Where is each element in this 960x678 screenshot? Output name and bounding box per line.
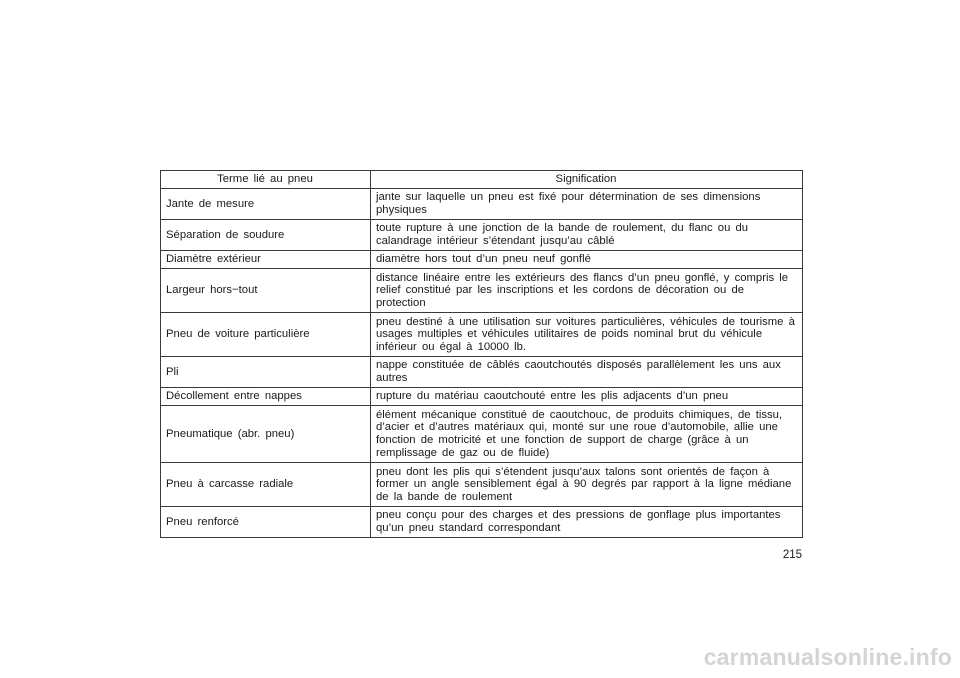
watermark-logo: carmanualsonline.info xyxy=(703,644,952,670)
meaning-cell: distance linéaire entre les extérieurs des flancs d’un pneu gonflé, y compris le relief constitué par les inscriptions et les cordons de décoration ou de protection xyxy=(371,269,803,313)
table-row xyxy=(161,220,803,251)
header-term: Terme lié au pneu xyxy=(161,171,371,189)
term-cell: Pneu à carcasse radiale xyxy=(161,463,371,507)
header-meaning: Signification xyxy=(371,171,803,189)
table-row xyxy=(161,269,803,313)
term-cell: Largeur hors−tout xyxy=(161,269,371,313)
term-cell: Pneu de voiture particulière xyxy=(161,313,371,357)
meaning-cell: pneu dont les plis qui s’étendent jusqu’aux talons sont orientés de façon à former un angle sensiblement égal à 90 degrés par rapport à la ligne médiane de la bande de roulement xyxy=(371,463,803,507)
meaning-cell: pneu destiné à une utilisation sur voitures particulières, véhicules de tourisme à usages multiples et véhicules utilitaires de poids nominal brut du véhicule inférieur ou égal à 10000 lb. xyxy=(371,313,803,357)
term-cell: Diamètre extérieur xyxy=(161,251,371,269)
table-row xyxy=(161,406,803,463)
table-row xyxy=(161,507,803,538)
term-cell: Jante de mesure xyxy=(161,189,371,220)
term-cell: Pli xyxy=(161,357,371,388)
term-cell: Pneumatique (abr. pneu) xyxy=(161,406,371,463)
meaning-cell: pneu conçu pour des charges et des pressions de gonflage plus importantes qu’un pneu standard correspondant xyxy=(371,507,803,538)
table-row xyxy=(161,313,803,357)
page-number: 215 xyxy=(782,549,802,561)
meaning-cell: nappe constituée de câblés caoutchoutés disposés parallèlement les uns aux autres xyxy=(371,357,803,388)
term-cell: Pneu renforcé xyxy=(161,507,371,538)
meaning-cell: jante sur laquelle un pneu est fixé pour détermination de ses dimensions physiques xyxy=(371,189,803,220)
tire-terms-table xyxy=(160,170,803,538)
table-header-row xyxy=(161,171,803,189)
meaning-cell: rupture du matériau caoutchouté entre les plis adjacents d’un pneu xyxy=(371,388,803,406)
table-row xyxy=(161,251,803,269)
term-cell: Décollement entre nappes xyxy=(161,388,371,406)
table-row xyxy=(161,357,803,388)
term-cell: Séparation de soudure xyxy=(161,220,371,251)
meaning-cell: diamètre hors tout d’un pneu neuf gonflé xyxy=(371,251,803,269)
table-row xyxy=(161,463,803,507)
meaning-cell: élément mécanique constitué de caoutchouc, de produits chimiques, de tissu, d’acier et d’autres matériaux qui, monté sur une roue d’automobile, allie une fonction de motricité et une fonction de support de charge (grâce à un remplissage de gaz ou de fluide) xyxy=(371,406,803,463)
meaning-cell: toute rupture à une jonction de la bande de roulement, du flanc ou du calandrage intérieur s’étendant jusqu’au câblé xyxy=(371,220,803,251)
table-row xyxy=(161,189,803,220)
table-row xyxy=(161,388,803,406)
